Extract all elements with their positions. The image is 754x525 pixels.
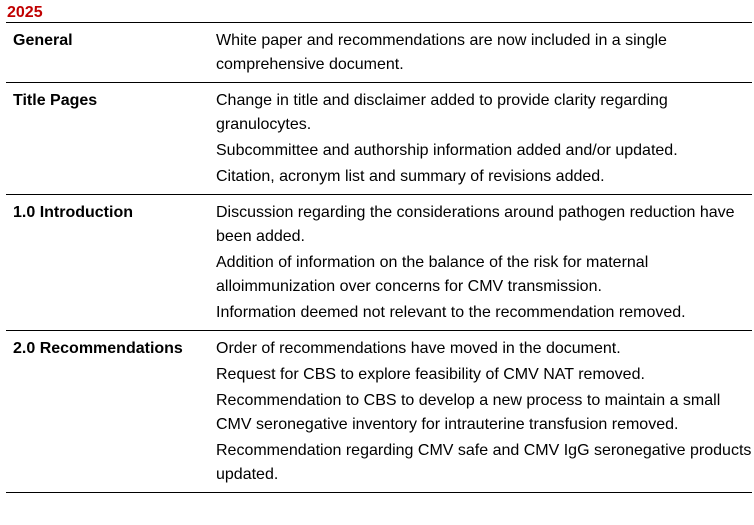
revision-item: Subcommittee and authorship information added and/or updated. [216, 142, 678, 159]
table-row-recommendations [6, 331, 752, 493]
row-text [209, 195, 752, 331]
revision-item: Recommendation to CBS to develop a new process to maintain a small CMV seronegative inventory for intrauterine transfusion removed. [216, 392, 721, 433]
revisions-table [6, 22, 752, 493]
row-label: 2.0 Recommendations [13, 340, 183, 357]
row-label: Title Pages [13, 92, 98, 109]
revision-item: Addition of information on the balance of the risk for maternal alloimmunization over concerns for CMV transmission. [216, 254, 649, 295]
revision-item: Information deemed not relevant to the recommendation removed. [216, 304, 686, 321]
revision-item: Discussion regarding the considerations around pathogen reduction have been added. [216, 204, 735, 245]
revision-item: White paper and recommendations are now included in a single comprehensive document. [216, 32, 667, 73]
revision-item: Citation, acronym list and summary of revisions added. [216, 168, 605, 185]
row-label: General [13, 32, 73, 49]
row-text [209, 331, 752, 493]
row-text [209, 83, 752, 195]
table-row-introduction [6, 195, 752, 331]
revision-item: Recommendation regarding CMV safe and CMV IgG seronegative products updated. [216, 442, 752, 483]
revision-item: Change in title and disclaimer added to provide clarity regarding granulocytes. [216, 92, 668, 133]
revision-item: Order of recommendations have moved in the document. [216, 340, 621, 357]
revision-item: Request for CBS to explore feasibility of CMV NAT removed. [216, 366, 645, 383]
table-row-general [6, 23, 752, 83]
table-row-title-pages [6, 83, 752, 195]
row-text [209, 23, 752, 83]
year-heading: 2025 [7, 4, 43, 21]
row-label: 1.0 Introduction [13, 204, 133, 221]
